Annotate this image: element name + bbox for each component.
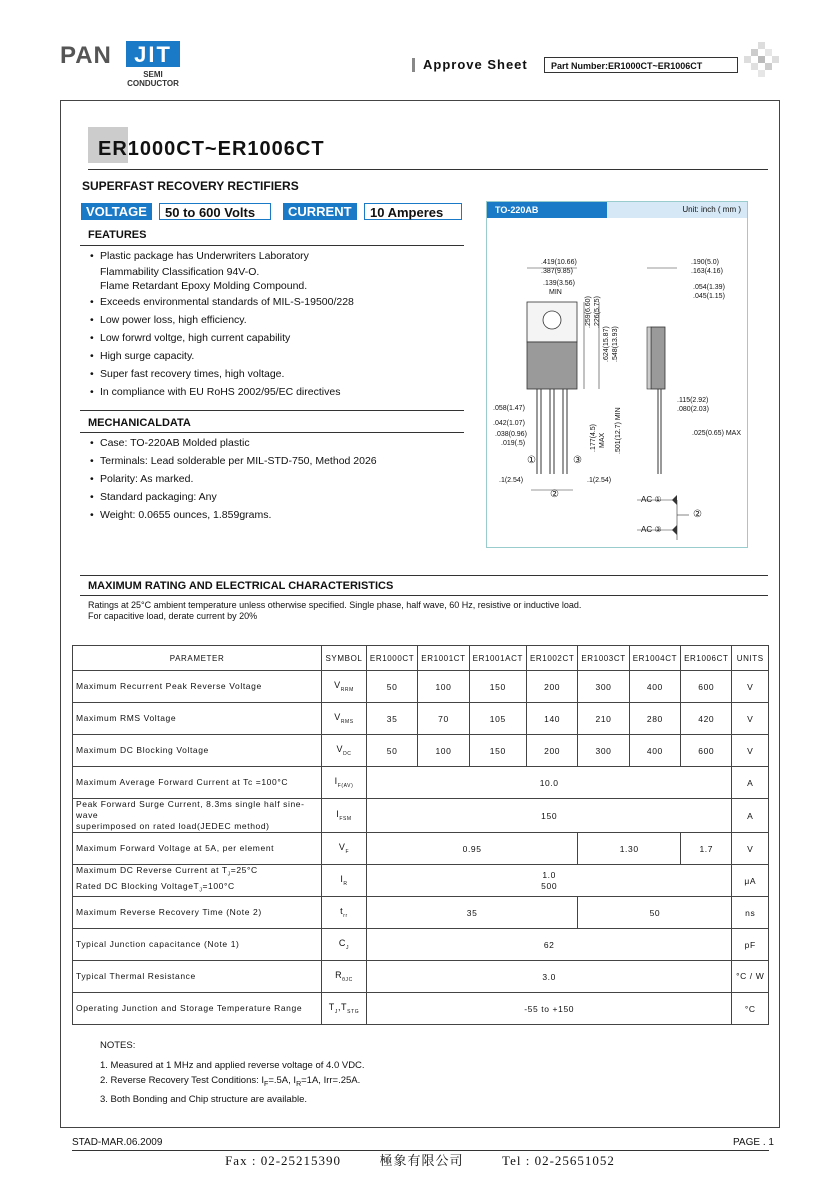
symbol-text: ,T [337, 1002, 348, 1013]
table-row [73, 961, 769, 993]
value-cell: 200 [526, 735, 577, 767]
current-value: 10 Amperes [364, 203, 462, 220]
value-cell: 35 [366, 897, 577, 929]
param-line [76, 865, 318, 881]
decorative-squares-icon [744, 42, 784, 82]
value-cell: 140 [526, 703, 577, 735]
value-cell: 10.0 [366, 767, 732, 799]
dim-label: .019(.5) [501, 440, 526, 447]
dim-label: .115(2.92) [677, 397, 709, 404]
symbol-cell [322, 767, 367, 799]
company-name: 極象有限公司 [379, 1153, 464, 1168]
feature-text: • Plastic package has Underwriters Laboratory [100, 250, 309, 262]
symbol-cell [322, 671, 367, 703]
value-cell: 300 [578, 671, 629, 703]
param-cell: Maximum Recurrent Peak Reverse Voltage [73, 671, 322, 703]
unit-cell: A [732, 767, 769, 799]
value-cell: 1.7 [681, 833, 732, 865]
ratings-top-divider [80, 575, 768, 576]
feature-item: • Low power loss, high efficiency. [90, 311, 470, 329]
symbol-sub: θJC [342, 977, 353, 984]
table-row [73, 671, 769, 703]
header-cell: ER1000CT [366, 646, 417, 671]
value-cell: 210 [578, 703, 629, 735]
note-item [100, 1073, 365, 1092]
footer-date: STAD-MAR.06.2009 [72, 1137, 163, 1148]
dim-label: .025(0.65) MAX [692, 430, 742, 437]
symbol-text: V [338, 842, 346, 853]
unit-cell: V [732, 833, 769, 865]
dim-label: .045(1.15) [693, 293, 725, 300]
dim-label: MIN [549, 289, 562, 296]
symbol-sub: STG [347, 1009, 360, 1016]
param-cell [73, 865, 322, 897]
package-drawing [486, 201, 748, 548]
ac1-label: AC ① [641, 495, 662, 504]
table-row [73, 799, 769, 833]
footer-contact [0, 1150, 840, 1169]
symbol-cell [322, 993, 367, 1025]
symbol-sub: RMS [340, 718, 354, 725]
ratings-line: Ratings at 25°C ambient temperature unless otherwise specified. Single phase, half wave, 60 Hz, resistive or inductive load. [88, 600, 582, 610]
unit-cell: V [732, 703, 769, 735]
part-number-box: Part Number:ER1000CT~ER1006CT [544, 57, 738, 73]
dim-label: .1(2.54) [587, 477, 612, 484]
param-cell: Maximum DC Blocking Voltage [73, 735, 322, 767]
dim-label: .226(5.75) [594, 296, 601, 328]
mechanical-list [90, 434, 470, 524]
table-row [73, 897, 769, 929]
mechanical-item: • Case: TO-220AB Molded plastic [90, 434, 470, 452]
dim-label: .419(10.66) [541, 259, 577, 266]
ratings-line: For capacitive load, derate current by 20% [88, 611, 258, 621]
note-sub: R [296, 1080, 302, 1088]
value-cell: 0.95 [366, 833, 577, 865]
mechanical-heading: MECHANICALDATA [88, 417, 191, 429]
tel-number: Tel : 02-25651052 [502, 1153, 615, 1168]
value-cell: 3.0 [366, 961, 732, 993]
value-cell: -55 to +150 [366, 993, 732, 1025]
brand-name-jit: JIT [126, 41, 180, 67]
value-cell: 105 [469, 703, 526, 735]
value-cell: 100 [418, 735, 469, 767]
value-cell: 600 [681, 671, 732, 703]
value-cell: 200 [526, 671, 577, 703]
brand-logo [60, 42, 190, 87]
value-cell: 600 [681, 735, 732, 767]
table-header-row [73, 646, 769, 671]
value-cell: 150 [469, 671, 526, 703]
symbol-text: R [335, 970, 343, 981]
dim-label: .058(1.47) [493, 405, 525, 412]
table-row [73, 993, 769, 1025]
symbol-sub: J [334, 1009, 338, 1016]
value-cell: 1.30 [578, 833, 681, 865]
symbol-text: I [340, 874, 344, 885]
dim-label: .177(4.5) [590, 423, 597, 452]
features-divider [80, 245, 464, 246]
param-sub: J [199, 887, 203, 894]
param-cell: Typical Thermal Resistance [73, 961, 322, 993]
symbol-sub: F(AV) [337, 782, 354, 789]
symbol-cell [322, 799, 367, 833]
table-row [73, 735, 769, 767]
unit-cell: V [732, 671, 769, 703]
table-row [73, 767, 769, 799]
header-cell: ER1006CT [681, 646, 732, 671]
package-outline-diagram [487, 202, 749, 549]
mechanical-top-divider [80, 410, 464, 411]
feature-item: • High surge capacity. [90, 347, 470, 365]
ratings-divider [80, 595, 768, 596]
ac3-label: AC ③ [641, 525, 662, 534]
note-text: 2. Reverse Recovery Test Conditions: I [100, 1075, 265, 1086]
dim-label: .1(2.54) [499, 477, 524, 484]
symbol-sub: DC [343, 750, 352, 757]
table-row [73, 929, 769, 961]
dim-label: MAX [599, 432, 606, 448]
symbol-cell [322, 865, 367, 897]
page-title: ER1000CT~ER1006CT [98, 138, 325, 160]
header-cell: ER1003CT [578, 646, 629, 671]
value-cell: 50 [578, 897, 732, 929]
voltage-value: 50 to 600 Volts [159, 203, 271, 220]
feature-item: • In compliance with EU RoHS 2002/95/EC directives [90, 383, 470, 401]
characteristics-table [72, 645, 769, 1025]
dim-label: .387(9.85) [541, 268, 573, 275]
value-cell: 150 [469, 735, 526, 767]
header-cell: PARAMETER [73, 646, 322, 671]
header-cell: SYMBOL [322, 646, 367, 671]
value-cell: 50 [366, 671, 417, 703]
current-label: CURRENT [283, 203, 357, 220]
value-cell: 35 [366, 703, 417, 735]
dim-label: .054(1.39) [693, 284, 725, 291]
voltage-label: VOLTAGE [81, 203, 152, 220]
symbol-cell [322, 929, 367, 961]
title-divider [88, 169, 768, 170]
features-heading: FEATURES [88, 229, 147, 241]
dim-label: .501(12.7) MIN [615, 407, 622, 454]
ratings-heading: MAXIMUM RATING AND ELECTRICAL CHARACTERISTICS [88, 580, 394, 592]
feature-item: • Super fast recovery times, high voltage. [90, 365, 470, 383]
value-cell: 150 [366, 799, 732, 833]
mechanical-item: • Polarity: As marked. [90, 470, 470, 488]
package-unit: Unit: inch ( mm ) [682, 205, 741, 214]
header-cell: ER1001CT [418, 646, 469, 671]
ratings-conditions [88, 600, 581, 622]
feature-text: Flame Retardant Epoxy Molding Compound. [100, 280, 308, 292]
note-item: 1. Measured at 1 MHz and applied reverse voltage of 4.0 VDC. [100, 1060, 365, 1071]
symbol-cell [322, 897, 367, 929]
header-cell: ER1004CT [629, 646, 680, 671]
brand-sub-semi: SEMI [143, 70, 163, 79]
symbol-text: C [338, 938, 346, 949]
value-cell: 400 [629, 735, 680, 767]
dim-label: .038(0.96) [495, 431, 527, 438]
value-cell: 100 [418, 671, 469, 703]
dim-label: .042(1.07) [493, 420, 525, 427]
unit-cell: ns [732, 897, 769, 929]
fax-number: Fax : 02-25215390 [225, 1153, 342, 1168]
unit-cell: A [732, 799, 769, 833]
param-text: =25°C [230, 865, 258, 875]
param-cell: Maximum Average Forward Current at Tc =100°C [73, 767, 322, 799]
value-cell: 70 [418, 703, 469, 735]
note-text: =.5A, I [268, 1075, 297, 1086]
table-row [73, 833, 769, 865]
symbol-cell [322, 703, 367, 735]
symbol-sub: rr [343, 913, 348, 920]
symbol-sub: FSM [339, 815, 352, 822]
symbol-sub: R [343, 881, 348, 888]
dim-label: .139(3.56) [543, 280, 575, 287]
symbol-cell [322, 833, 367, 865]
note-text: =1A, Irr=.25A. [301, 1075, 361, 1086]
package-name: TO-220AB [487, 202, 607, 218]
param-cell: Maximum Reverse Recovery Time (Note 2) [73, 897, 322, 929]
note-item: 3. Both Bonding and Chip structure are available. [100, 1093, 308, 1105]
unit-cell: °C / W [732, 961, 769, 993]
symbol-text: V [334, 680, 341, 691]
feature-item: • Low forwrd voltge, high current capability [90, 329, 470, 347]
param-line [76, 881, 318, 897]
param-text: Maximum DC Reverse Current at T [76, 865, 228, 875]
mechanical-divider [80, 432, 464, 433]
dim-label: .548(13.93) [612, 326, 619, 362]
approve-sheet-label: Approve Sheet [412, 58, 528, 72]
symbol-text: I [336, 809, 340, 820]
table-row [73, 703, 769, 735]
note-sub: F [264, 1080, 269, 1088]
brand-subtitle [126, 70, 180, 88]
dim-label: .080(2.03) [677, 406, 709, 413]
symbol-text: T [328, 1002, 335, 1013]
notes-block [100, 1038, 365, 1107]
features-list [90, 247, 470, 401]
dim-label: .624(15.87) [603, 326, 610, 362]
pin-1-marker: ① [527, 455, 536, 466]
unit-cell: V [732, 735, 769, 767]
product-subtitle: SUPERFAST RECOVERY RECTIFIERS [82, 179, 299, 193]
header-cell: ER1002CT [526, 646, 577, 671]
param-cell: Operating Junction and Storage Temperature Range [73, 993, 322, 1025]
mechanical-item: • Terminals: Lead solderable per MIL-STD-750, Method 2026 [90, 452, 470, 470]
brand-sub-conductor: CONDUCTOR [127, 79, 179, 88]
notes-heading: NOTES: [100, 1040, 136, 1051]
dim-label: .190(5.0) [691, 259, 720, 266]
param-line: superimposed on rated load(JEDEC method) [76, 821, 270, 831]
value-cell: 420 [681, 703, 732, 735]
common-cathode-marker: ② [693, 509, 702, 520]
feature-item [90, 247, 470, 293]
pin-2-marker: ② [550, 489, 559, 500]
value-line: 500 [541, 880, 558, 891]
header-cell: ER1001ACT [469, 646, 526, 671]
param-sub: J [227, 871, 231, 878]
param-text: =100°C [202, 880, 235, 891]
mechanical-item: • Standard packaging: Any [90, 488, 470, 506]
param-cell: Maximum Forward Voltage at 5A, per element [73, 833, 322, 865]
symbol-text: V [334, 712, 341, 723]
unit-cell: μA [732, 865, 769, 897]
value-line: 1.0 [542, 869, 556, 880]
value-cell: 50 [366, 735, 417, 767]
value-cell: 62 [366, 929, 732, 961]
param-cell: Maximum RMS Voltage [73, 703, 322, 735]
table-row [73, 865, 769, 897]
footer-page: PAGE . 1 [733, 1137, 774, 1148]
symbol-sub: RRM [340, 686, 354, 693]
symbol-cell [322, 961, 367, 993]
symbol-text: V [336, 744, 344, 755]
unit-cell: pF [732, 929, 769, 961]
symbol-cell [322, 735, 367, 767]
value-cell: 400 [629, 671, 680, 703]
pin-3-marker: ③ [573, 455, 582, 466]
feature-item: • Exceeds environmental standards of MIL-S-19500/228 [90, 293, 470, 311]
symbol-sub: J [345, 945, 350, 952]
dim-label: .259(6.60) [585, 296, 592, 328]
param-text: Rated DC Blocking VoltageT [76, 880, 200, 891]
param-line: Peak Forward Surge Current, 8.3ms single half sine-wave [76, 799, 305, 820]
symbol-sub: F [345, 848, 350, 855]
header-cell: UNITS [732, 646, 769, 671]
value-cell: 280 [629, 703, 680, 735]
feature-text: Flammability Classification 94V-O. [100, 266, 260, 278]
dim-label: .163(4.16) [691, 268, 723, 275]
param-cell [73, 799, 322, 833]
symbol-text: t [340, 906, 344, 917]
symbol-text: I [334, 776, 338, 787]
mechanical-item: • Weight: 0.0655 ounces, 1.859grams. [90, 506, 470, 524]
brand-name-pan: PAN [60, 42, 112, 69]
value-cell: 300 [578, 735, 629, 767]
value-cell [366, 865, 732, 897]
unit-cell: °C [732, 993, 769, 1025]
param-cell: Typical Junction capacitance (Note 1) [73, 929, 322, 961]
